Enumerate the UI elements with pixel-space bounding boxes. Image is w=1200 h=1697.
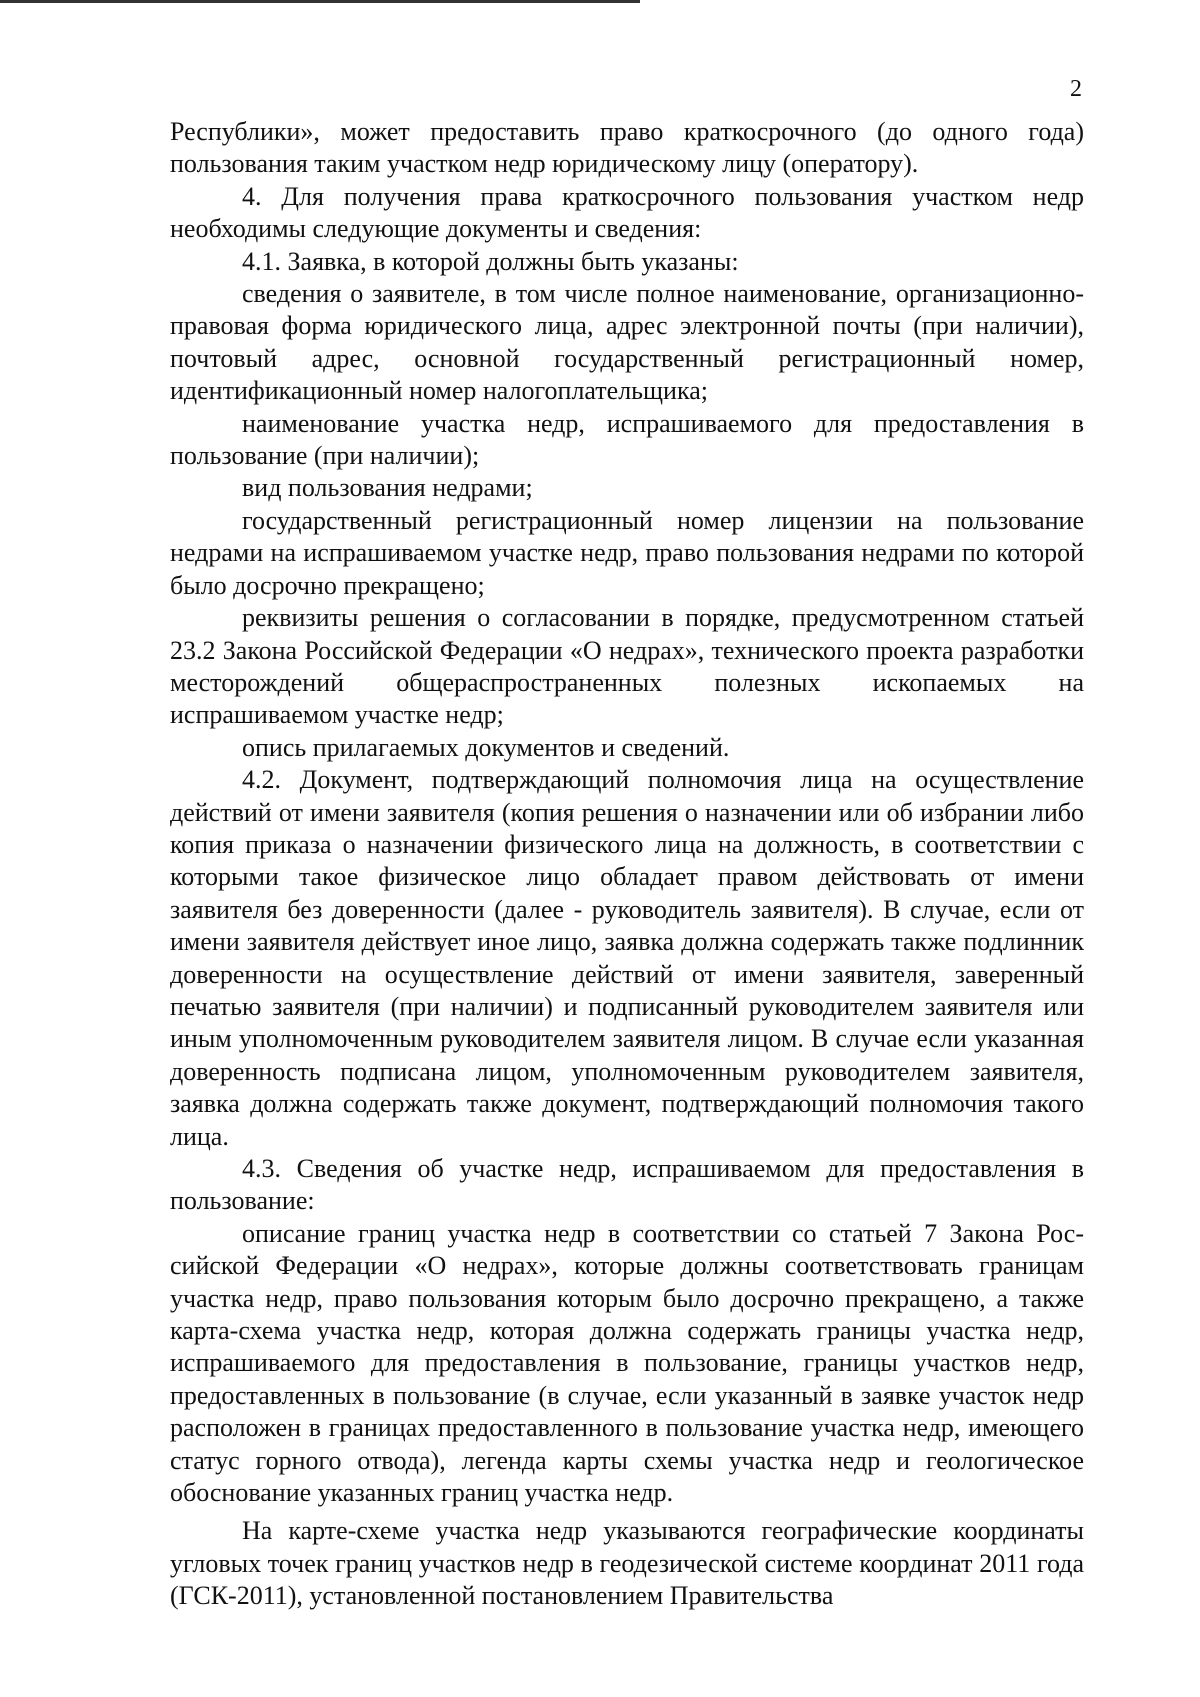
paragraph-8: реквизиты решения о согласовании в порядке, предусмотренном статьей 23.2 Закона Российской Федерации «О недрах», технического проекта разработки месторождений общераспространенных полезных ископаемых на испрашиваемом участке недр; bbox=[170, 603, 1084, 730]
paragraph-4: сведения о заявителе, в том числе полное наименование, организационно-правовая форма юридического лица, адрес электронной почты (при наличии), почтовый адрес, основной государственный регистрационный номер, идентификационный номер налогоплательщика; bbox=[170, 279, 1084, 406]
paragraph-5: наименование участка недр, испрашиваемого для предоставления в пользование (при наличии); bbox=[170, 408, 1084, 471]
scan-edge-line bbox=[0, 0, 640, 3]
paragraph-2: 4. Для получения права краткосрочного пользования участком недр необходимы следующие документы и сведения: bbox=[170, 181, 1084, 244]
paragraph-1: Республики», может предоставить право краткосрочного (до одного года) пользования таким участком недр юридическому лицу (оператору). bbox=[170, 117, 1084, 179]
paragraph-7: государственный регистрационный номер лицензии на пользование недрами на испрашиваемом участке недр, право пользования недрами по которой было досрочно прекращено; bbox=[170, 505, 1084, 600]
paragraph-3: 4.1. Заявка, в которой должны быть указаны: bbox=[242, 246, 739, 276]
paragraph-10: 4.2. Документ, подтверждающий полномочия лица на осуществление действий от имени заявителя (копия решения о назначении или об избрании либо копия приказа о назначении физического лица на должность, в соответствии с которыми такое физическое лицо обладает правом действовать от имени заявителя без доверенности (далее - руководитель заявителя). В случае, если от имени заявителя действует иное лицо, заявка должна содержать также подлинник доверенности на осуществление действий от имени заявителя, заверенный печатью заявителя (при наличии) и подписанный руководителем заявителя или иным уполномоченным руководителем заявителя лицом. В случае если указанная доверенность подписана лицом, уполномоченным руководителем заявителя, заявка должна содержать также документ, подтверждающий полномочия такого лица. bbox=[170, 765, 1084, 1151]
paragraph-6: вид пользования недрами; bbox=[242, 473, 533, 503]
document-body bbox=[170, 116, 1084, 1613]
paragraph-11: 4.3. Сведения об участке недр, испрашиваемом для предоставления в пользование: bbox=[170, 1154, 1084, 1216]
paragraph-13: На карте-схеме участка недр указываются географические координаты угловых точек границ участков недр в геодезической системе координат 2011 года (ГСК-2011), установленной постановлением Правительства bbox=[170, 1516, 1084, 1611]
paragraph-9: опись прилагаемых документов и сведений. bbox=[242, 732, 730, 762]
page-number: 2 bbox=[1070, 76, 1082, 102]
paragraph-12: описание границ участка недр в соответствии со статьей 7 Закона Российской Федерации «О недрах», которые должны соответствовать границам участка недр, право пользования которым было досрочно прекращено, а также карта-схема участка недр, которая должна содержать границы участка недр, испрашиваемого для предоставления в пользование, границы участков недр, предоставленных в пользование (в случае, если указанный в заявке участок недр расположен в границах предоставленного в пользование участка недр, имеющего статус горного отвода), легенда карты схемы участка недр и геологическое обоснование указанных границ участка недр. bbox=[170, 1218, 1084, 1508]
